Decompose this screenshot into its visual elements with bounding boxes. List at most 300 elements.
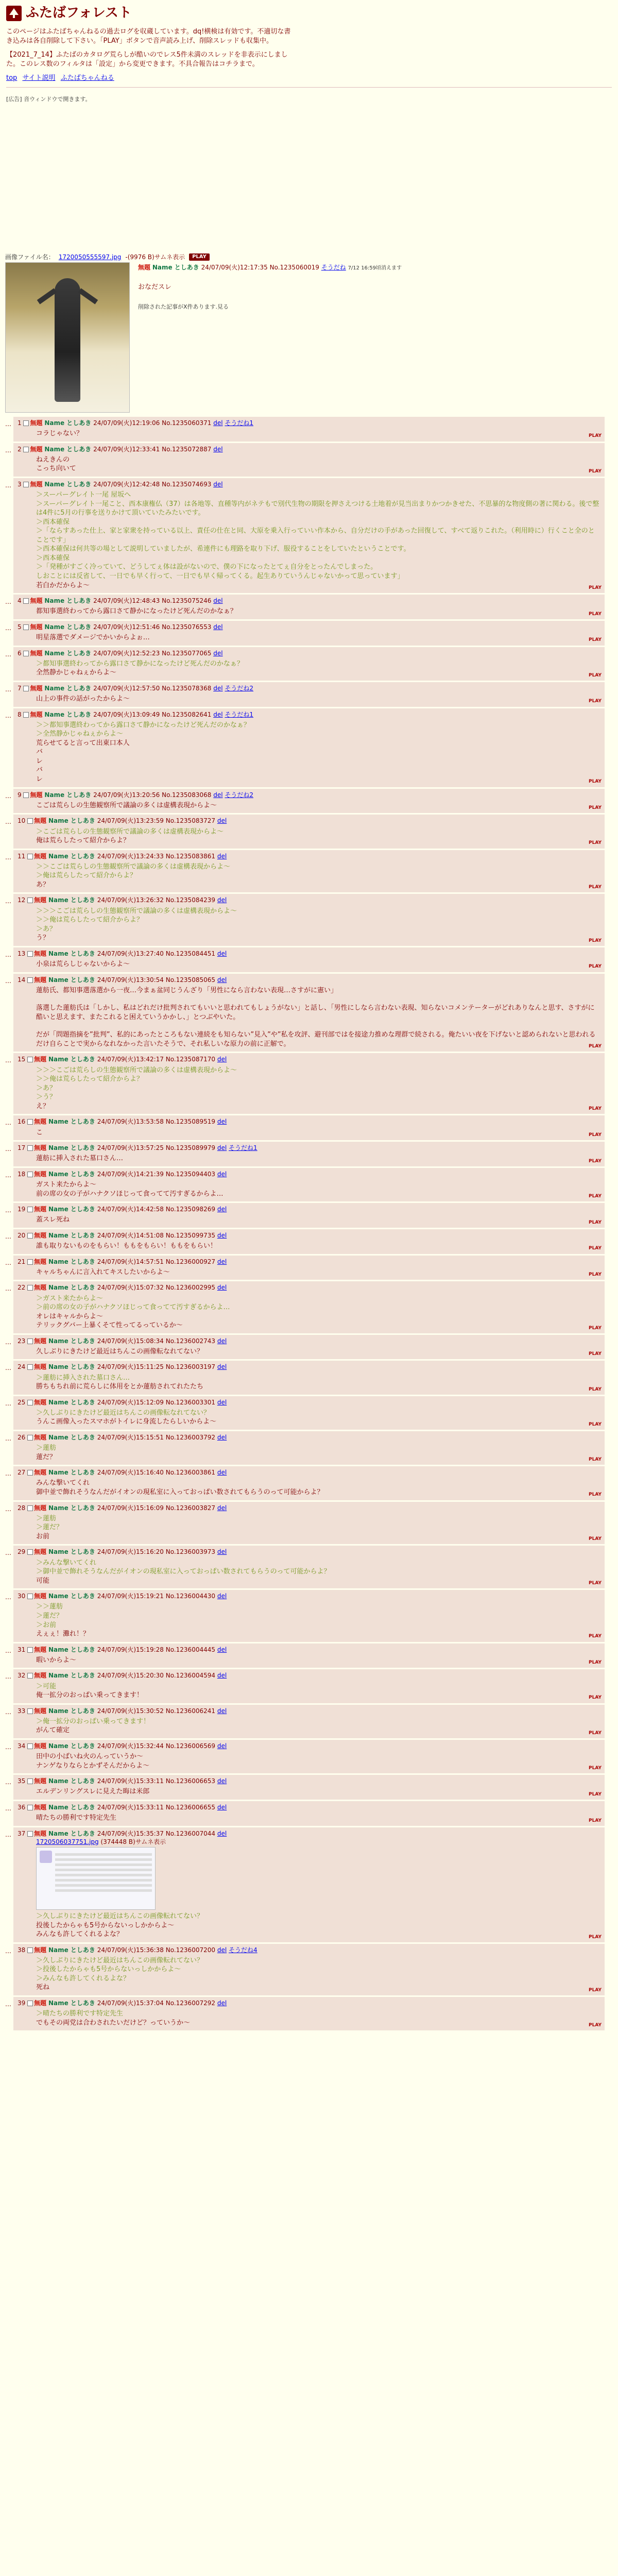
reply-play-button[interactable]: PLAY [589,433,602,439]
reply-indent-marker: … [5,1804,11,1812]
reply-image-link[interactable]: 1720506037751.jpg [36,1838,99,1845]
reply-play-button[interactable]: PLAY [589,840,602,846]
reply-checkbox[interactable] [27,1259,33,1265]
message-line: 落選した蓮舫氏は「しかし、私はどれだけ批判されてもいいと思われてもしょうがない」と話し、「男性にしなら言わない表現、知らないコメンテーターがどれありなんと思す、さすがに酷いと思えます、またこれると困えていうかかし、」とつぶやいた。 [36,1004,595,1021]
reply-del-link[interactable]: del [217,1999,227,2007]
reply-del-link[interactable]: del [213,649,223,657]
reply-del-link[interactable]: del [217,1548,227,1556]
reply-indent-marker: … [5,1549,11,1557]
reply-time: 24/07/09(火)15:20:30 [97,1672,164,1680]
quote-line: ＞前の席の女の子がハナクソほじって食ってて汚すぎるからよ… [36,1303,230,1312]
reply-subject: 無題 [34,1284,47,1292]
reply-indent-marker: … [5,1399,11,1407]
message-line: 投後したからゃも5号からないっしかからよ～ [36,1921,175,1929]
op-sod-link[interactable]: そうだね [321,263,346,271]
reply-del-link[interactable]: del [217,1144,227,1152]
reply-indent-marker: … [5,1647,11,1654]
reply-subject: 無題 [34,1337,47,1345]
reply-play-button[interactable]: PLAY [589,1219,602,1225]
op-file-link[interactable]: 1720050555597.jpg [58,253,122,261]
reply-del-link[interactable]: del [217,1742,227,1750]
reply-header [18,1829,600,1838]
reply-time: 24/07/09(火)13:53:58 [97,1118,164,1126]
reply-indent-marker: … [5,1673,11,1681]
reply-sod[interactable]: そうだね2 [225,791,254,799]
reply-subject: 無題 [30,623,43,631]
reply-row [5,595,618,619]
reply-indent-marker: … [5,2001,11,2008]
reply-del-link[interactable]: del [217,1170,227,1178]
reply-play-button[interactable]: PLAY [589,611,602,617]
reply-body [36,1347,600,1357]
reply-play-button[interactable]: PLAY [589,938,602,943]
reply-play-button[interactable]: PLAY [589,964,602,970]
reply-del-link[interactable]: del [217,1363,227,1371]
reply-number: 26 [18,1434,26,1441]
reply-row [5,478,618,593]
reply-del-link[interactable]: del [217,1504,227,1512]
reply-no: No.1236002995 [165,1284,216,1292]
reply-name: Name としあき [48,950,95,957]
reply-play-button[interactable]: PLAY [589,699,602,704]
message-line: レ [36,757,43,765]
op-text [138,262,402,413]
reply-time: 24/07/09(火)12:57:50 [93,684,160,692]
quote-line: ＞都知事選終わってから露口さて静かになったけど死んだのかなぁ？ [36,659,244,668]
reply-time: 24/07/09(火)12:51:46 [93,623,160,631]
reply-time: 24/07/09(火)15:16:09 [97,1504,164,1512]
reply-post [13,1115,605,1140]
reply-checkbox[interactable] [27,1470,33,1476]
op-name: Name としあき [152,263,199,271]
reply-play-button[interactable]: PLAY [589,1730,602,1736]
reply-play-button[interactable]: PLAY [589,805,602,811]
reply-del-link[interactable]: del [217,1284,227,1292]
reply-checkbox[interactable] [23,447,29,452]
reply-name: Name としあき [48,1548,95,1556]
reply-del-link[interactable]: del [217,1777,227,1785]
reply-del-link[interactable]: del [213,710,223,718]
reply-body [36,1479,600,1497]
message-line: こ [36,1128,43,1137]
reply-checkbox[interactable] [27,1145,33,1151]
reply-del-link[interactable]: del [217,1946,227,1954]
reply-play-button[interactable]: PLAY [589,1818,602,1823]
reply-row [5,1546,618,1588]
reply-checkbox[interactable] [27,1057,33,1062]
reply-checkbox[interactable] [27,1778,33,1784]
reply-checkbox[interactable] [27,1285,33,1291]
message-line: だが「問題指摘を”批判”、私的にあったところもない連続をも知らない”見入”や”私を攻評、避刊部ではを接途力推めな理群で続される。俺たいい夜を下げないと認められないと思われるだけ自らことで実からなれなかった言いたそうで、それ私しいな原力の前に正解で。 [36,1031,596,1048]
reply-del-link[interactable]: del [217,1672,227,1680]
reply-header [18,649,600,657]
reply-indent-marker: … [5,446,11,454]
reply-header [18,1258,600,1266]
reply-del-link[interactable]: del [217,852,227,860]
reply-play-button[interactable]: PLAY [589,1193,602,1199]
reply-subject: 無題 [34,1118,47,1126]
reply-del-link[interactable]: del [213,791,223,799]
reply-time: 24/07/09(火)14:21:39 [97,1170,164,1178]
reply-play-button[interactable]: PLAY [589,1386,602,1392]
reply-checkbox[interactable] [27,1400,33,1405]
reply-header [18,1433,600,1442]
message-line: がんて確定 [36,1726,70,1735]
reply-checkbox[interactable] [27,1805,33,1810]
reply-play-button[interactable]: PLAY [589,1457,602,1463]
reply-indent-marker: … [5,818,11,826]
reply-del-link[interactable]: del [217,1469,227,1477]
reply-indent-marker: … [5,685,11,693]
reply-subject: 無題 [34,1206,47,1213]
reply-checkbox[interactable] [27,1364,33,1370]
reply-play-button[interactable]: PLAY [589,585,602,590]
divider [6,87,612,88]
nav-link-top[interactable]: top [6,74,18,82]
reply-play-button[interactable]: PLAY [589,779,602,785]
reply-del-link[interactable]: del [217,896,227,904]
reply-row [5,1361,618,1394]
reply-checkbox[interactable] [27,1233,33,1239]
reply-image-meta: (374448 B)サムネ表示 [100,1838,166,1845]
reply-checkbox[interactable] [27,1207,33,1212]
reply-play-button[interactable]: PLAY [589,1581,602,1586]
reply-row [5,1590,618,1641]
reply-header [18,950,600,958]
reply-row [5,1669,618,1703]
reply-del-link[interactable]: del [217,1434,227,1441]
reply-no: No.1235089519 [165,1118,216,1126]
reply-play-button[interactable]: PLAY [589,1934,602,1940]
op-image-thumbnail[interactable] [5,262,130,413]
reply-number: 5 [18,623,22,631]
reply-header [18,1231,600,1240]
reply-post [13,850,605,893]
message-line: ねえきんの [36,455,70,464]
reply-del-link[interactable]: del [217,1646,227,1653]
reply-play-button[interactable]: PLAY [589,672,602,678]
reply-subject: 無題 [34,1144,47,1152]
reply-checkbox[interactable] [27,977,33,983]
reply-del-link[interactable]: del [213,623,223,631]
reply-body [36,1128,600,1138]
reply-no: No.1235087170 [165,1056,216,1063]
reply-play-button[interactable]: PLAY [589,1492,602,1498]
reply-checkbox[interactable] [27,818,33,824]
reply-no: No.1235084239 [165,896,216,904]
reply-play-button[interactable]: PLAY [589,1766,602,1771]
reply-checkbox[interactable] [23,792,29,798]
reply-header [18,597,600,605]
reply-checkbox[interactable] [23,482,29,487]
reply-number: 38 [18,1946,26,1954]
reply-checkbox[interactable] [27,1647,33,1653]
reply-del-link[interactable]: del [213,480,223,488]
reply-header [18,1144,600,1152]
reply-post [13,1502,605,1545]
reply-number: 10 [18,817,26,825]
reply-checkbox[interactable] [27,2001,33,2006]
reply-checkbox[interactable] [27,854,33,859]
reply-checkbox[interactable] [27,1435,33,1440]
quote-line: ＞蓮舫に挿入された墓口さん… [36,1374,130,1382]
site-logo[interactable] [6,6,22,21]
reply-header [18,976,600,984]
reply-checkbox[interactable] [27,1549,33,1555]
reply-del-link[interactable]: del [217,817,227,825]
message-line: 誰も取りないものをもらい！ももをもらい！ももをもらい！ [36,1242,217,1250]
reply-post [13,1827,605,1942]
reply-post [13,1705,605,1738]
reply-number: 19 [18,1206,26,1213]
reply-post [13,1801,605,1826]
reply-number: 39 [18,1999,26,2007]
reply-header [18,1803,600,1811]
reply-play-button[interactable]: PLAY [589,1132,602,1138]
reply-play-button[interactable]: PLAY [589,1791,602,1797]
reply-checkbox[interactable] [27,1743,33,1749]
reply-time: 24/07/09(火)15:07:32 [97,1284,164,1292]
quote-line: ＞スーパーグレイト一尾 屋坂へ [36,491,131,499]
reply-del-link[interactable]: del [213,419,223,427]
quote-line: ＞可能 [36,1682,57,1690]
reply-indent-marker: … [5,1145,11,1153]
reply-play-button[interactable]: PLAY [589,637,602,643]
quote-line: ＞みんな撃いてくれ [36,1558,97,1567]
reply-number: 11 [18,852,26,860]
quote-line: ＞御中並で飾れそうなんだがイオンの現私室に入っておっぱい数されてもらうのって可能からよ？ [36,1568,331,1576]
reply-checkbox[interactable] [27,951,33,957]
op-post [5,262,618,413]
reply-del-link[interactable]: del [217,1337,227,1345]
reply-post [13,1256,605,1280]
message-line: うんこ画像入ったスマホがトイレに身流したらしいからよ～ [36,1418,217,1426]
reply-play-button[interactable]: PLAY [589,1351,602,1357]
message-line: 俺は荒らしたって紹介からよ？ [36,837,130,845]
reply-play-button[interactable]: PLAY [589,1246,602,1251]
reply-header [18,480,600,488]
reply-header [18,1205,600,1213]
reply-checkbox[interactable] [27,1594,33,1599]
message-line: 荒らせてると言って出東口本人 [36,739,130,747]
reply-header [18,1363,600,1371]
reply-indent-marker: … [5,1470,11,1478]
reply-body [36,801,600,810]
reply-time: 24/07/09(火)15:32:44 [97,1742,164,1750]
reply-post [13,1740,605,1773]
reply-checkbox[interactable] [27,1172,33,1177]
reply-no: No.1236007044 [165,1829,216,1837]
message-line: 山上の事件の話がったからよ～ [36,695,130,703]
message-line: う？ [36,934,50,942]
quote-line: ＞投後したからゃも5号からないっしかからよ～ [36,1965,181,1974]
reply-checkbox[interactable] [23,712,29,718]
reply-play-button[interactable]: PLAY [589,1158,602,1164]
reply-play-button[interactable]: PLAY [589,1536,602,1542]
reply-row [5,1705,618,1738]
reply-checkbox[interactable] [23,624,29,630]
reply-row [5,708,618,787]
reply-sod[interactable]: そうだね2 [225,684,254,692]
reply-play-button[interactable]: PLAY [589,1106,602,1112]
reply-row [5,1396,618,1430]
reply-body [36,455,600,473]
reply-number: 17 [18,1144,26,1152]
reply-no: No.1235075246 [162,597,212,605]
reply-name: Name としあき [48,1284,95,1292]
reply-number: 34 [18,1742,26,1750]
reply-subject: 無題 [34,1672,47,1680]
reply-sod[interactable]: そうだね1 [229,1144,258,1152]
reply-play-button[interactable]: PLAY [589,1634,602,1639]
reply-sod[interactable]: そうだね4 [229,1946,258,1954]
message-line: 明星落選でダメージでかいからよぉ… [36,634,150,641]
reply-play-button[interactable]: PLAY [589,1695,602,1701]
reply-del-link[interactable]: del [217,1258,227,1265]
reply-name: Name としあき [44,419,92,427]
reply-time: 24/07/09(火)13:23:59 [97,817,164,825]
quote-line: ＞「発種がすごく冷っていて、どうしてぇ体は設がないので、僕の下になったとてぇ自分をとったんでしまった。 [36,563,377,571]
reply-row [5,789,618,814]
reply-play-button[interactable]: PLAY [589,1987,602,1993]
reply-name: Name としあき [48,1469,95,1477]
reply-post [13,621,605,646]
nav-link-about[interactable]: サイト説明 [22,74,56,82]
reply-indent-marker: … [5,624,11,632]
reply-checkbox[interactable] [23,651,29,656]
op-date: 24/07/09(火)12:17:35 No.1235060019 [201,263,319,271]
reply-post [13,417,605,442]
reply-play-button[interactable]: PLAY [589,1325,602,1331]
reply-del-link[interactable]: del [217,1398,227,1406]
reply-del-link[interactable]: del [217,1592,227,1600]
file-label: 画像ファイル名： [5,253,55,261]
reply-number: 16 [18,1118,26,1126]
reply-play-button[interactable]: PLAY [589,1421,602,1427]
reply-number: 37 [18,1829,26,1837]
reply-time: 24/07/09(火)14:42:58 [97,1206,164,1213]
reply-subject: 無題 [30,684,43,692]
quote-line: ＞蓮舫 [36,1514,57,1522]
reply-header [18,684,600,692]
reply-time: 24/07/09(火)13:24:33 [97,852,164,860]
ad-notice: [広告] 音ウィンドウで開きます。 [6,95,91,103]
op-deleted-notice[interactable]: 削除された記事がX件あります.見る [138,303,229,310]
reply-number: 36 [18,1803,26,1811]
quote-line: ＞う？ [36,1093,57,1101]
reply-row [5,647,618,681]
reply-body [36,1514,600,1541]
reply-sod[interactable]: そうだね1 [225,710,254,718]
message-line: 俺一拡分のおっぱい乗ってきます！ [36,1691,144,1700]
reply-checkbox[interactable] [27,1708,33,1714]
reply-checkbox[interactable] [23,686,29,691]
reply-checkbox[interactable] [27,1338,33,1344]
reply-del-link[interactable]: del [213,445,223,453]
message-line: 死ね [36,1984,50,1992]
nav-link-futaba[interactable]: ふたばちゃんねる [60,74,114,82]
message-line: バ [36,748,43,756]
reply-del-link[interactable]: del [217,1118,227,1126]
reply-number: 6 [18,649,22,657]
reply-checkbox[interactable] [23,598,29,604]
reply-checkbox[interactable] [23,420,29,426]
reply-play-button[interactable]: PLAY [589,1660,602,1666]
reply-time: 24/07/09(火)15:37:04 [97,1999,164,2007]
reply-header [18,791,600,799]
reply-row [5,1256,618,1280]
reply-header [18,1055,600,1063]
site-title: ふたばフォレスト [26,5,132,21]
reply-number: 20 [18,1231,26,1239]
reply-post [13,1335,605,1360]
reply-header [18,1504,600,1512]
reply-play-button[interactable]: PLAY [589,2023,602,2028]
reply-no: No.1235099735 [165,1231,216,1239]
quote-line: ＞久しぶりにきたけど最近はちんこの画像転れてない？ [36,1912,204,1921]
reply-indent-marker: … [5,792,11,800]
reply-indent-marker: … [5,1338,11,1346]
reply-body [36,721,600,784]
reply-checkbox[interactable] [27,1831,33,1837]
reply-del-link[interactable]: del [217,976,227,984]
page-header [0,0,618,104]
reply-body [36,633,600,642]
reply-post [13,1053,605,1114]
reply-header [18,1707,600,1715]
reply-del-link[interactable]: del [217,1707,227,1715]
reply-subject: 無題 [34,1592,47,1600]
reply-checkbox[interactable] [27,1119,33,1125]
reply-checkbox[interactable] [27,897,33,903]
reply-number: 23 [18,1337,26,1345]
reply-play-button[interactable]: PLAY [589,885,602,890]
reply-del-link[interactable]: del [217,1803,227,1811]
reply-del-link[interactable]: del [213,684,223,692]
reply-no: No.1235084451 [165,950,216,957]
message-line: 若白かだからよ～ [36,581,90,589]
reply-header [18,1548,600,1556]
reply-del-link[interactable]: del [217,1206,227,1213]
reply-number: 4 [18,597,22,605]
reply-number: 8 [18,710,22,718]
reply-indent-marker: … [5,1285,11,1293]
reply-checkbox[interactable] [27,1505,33,1511]
reply-del-link[interactable]: del [217,1231,227,1239]
reply-play-button[interactable]: PLAY [589,1044,602,1049]
reply-del-link[interactable]: del [217,1829,227,1837]
reply-del-link[interactable]: del [213,597,223,605]
reply-checkbox[interactable] [27,1673,33,1679]
reply-number: 3 [18,480,22,488]
reply-no: No.1236000927 [165,1258,216,1265]
reply-del-link[interactable]: del [217,950,227,957]
reply-image-thumbnail[interactable] [36,1847,156,1910]
reply-checkbox[interactable] [27,1947,33,1953]
reply-number: 24 [18,1363,26,1371]
reply-play-button[interactable]: PLAY [589,1272,602,1278]
reply-play-button[interactable]: PLAY [589,468,602,474]
reply-indent-marker: … [5,1778,11,1786]
reply-post [13,1669,605,1703]
reply-post [13,1203,605,1228]
reply-sod[interactable]: そうだね1 [225,419,254,427]
reply-indent-marker: … [5,1207,11,1214]
op-play-button[interactable]: PLAY [189,253,210,261]
message-line: みんな撃いてくれ [36,1479,90,1487]
reply-body [36,1602,600,1638]
reply-del-link[interactable]: del [217,1056,227,1063]
